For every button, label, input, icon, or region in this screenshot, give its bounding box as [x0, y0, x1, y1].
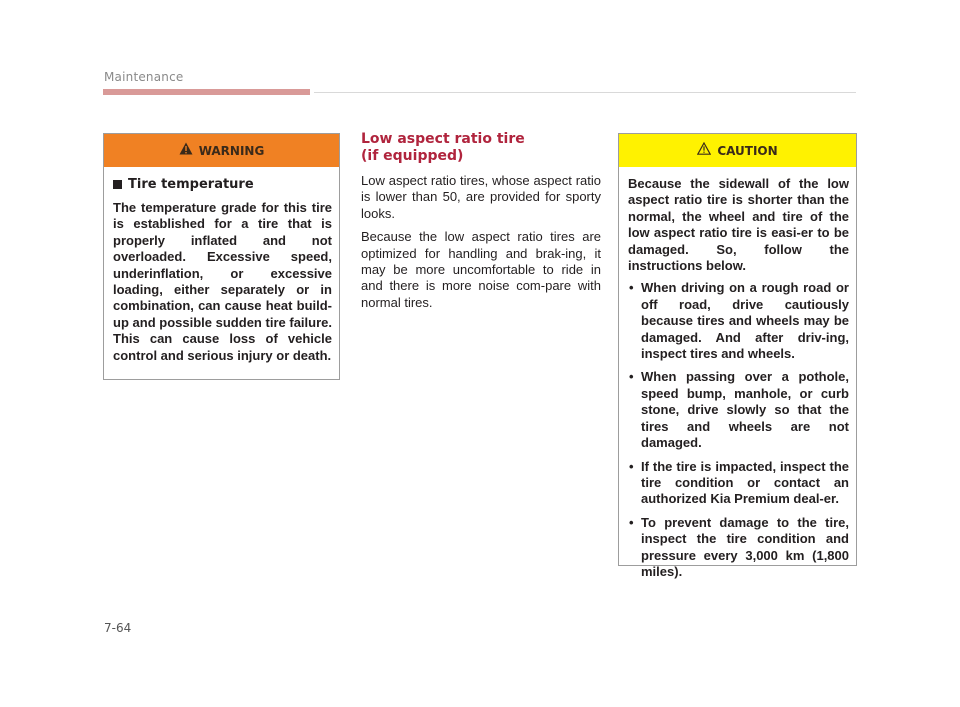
warning-subheading-row [113, 177, 332, 192]
warning-header [104, 134, 339, 167]
list-item [628, 515, 849, 581]
page-number: 7-64 [104, 621, 132, 635]
list-item [628, 369, 849, 451]
caution-label: CAUTION [717, 143, 778, 158]
section-heading [361, 131, 601, 165]
bullet-icon: • [629, 458, 634, 474]
caution-box [618, 133, 857, 579]
paragraph-2: Because the low aspect ratio tires are optimized for handling and brak-ing, it may be more uncomfortable to ride in and there is more noise com-pare with normal tires. [361, 229, 601, 310]
list-item-text: To prevent damage to the tire, inspect the tire condition and pressure every 3,000 km (1,800 miles). [641, 514, 849, 579]
warning-label: WARNING [198, 143, 265, 158]
list-item-text: When passing over a pothole, speed bump, manhole, or curb stone, drive slowly so that the tires and wheels are not damaged. [641, 369, 849, 451]
bullet-icon: • [629, 280, 634, 296]
bullet-icon: • [629, 514, 634, 530]
warning-triangle-icon [179, 142, 193, 160]
warning-subheading: Tire temperature [128, 177, 254, 192]
list-item [628, 280, 849, 362]
list-item-text: If the tire is impacted, inspect the tire condition or contact an authorized Kia Premium deal-er. [641, 458, 849, 507]
main-column [361, 131, 601, 318]
section-heading-line2: (if equipped) [361, 148, 464, 164]
caution-intro: Because the sidewall of the low aspect ratio tire is shorter than the normal, the wheel and tire of the low aspect ratio tire is easi-er to be damaged. So, follow the instructions below. [628, 176, 849, 274]
square-bullet-icon [113, 180, 122, 189]
warning-box [103, 133, 340, 380]
warning-text: The temperature grade for this tire is established for a tire that is properly inflated and not overloaded. Excessive speed, underinflation, or excessive loading, either separately or in combination, can cause heat build-up and possible sudden tire failure. This can cause loss of vehicle control and serious injury or death. [113, 200, 332, 363]
list-item-text: When driving on a rough road or off road, drive cautiously because tires and wheels may be damaged. And after driv-ing, inspect tires and wheels. [641, 280, 849, 362]
list-item [628, 459, 849, 508]
caution-triangle-icon [697, 142, 711, 160]
caution-header [619, 134, 856, 167]
paragraph-1: Low aspect ratio tires, whose aspect ratio is lower than 50, are provided for sporty looks. [361, 173, 601, 221]
section-heading-line1: Low aspect ratio tire [361, 131, 525, 147]
caution-list [628, 280, 849, 580]
section-title: Maintenance [104, 70, 184, 84]
bullet-icon: • [629, 369, 634, 385]
header-rule [314, 92, 856, 93]
header-accent-rule [103, 89, 310, 95]
